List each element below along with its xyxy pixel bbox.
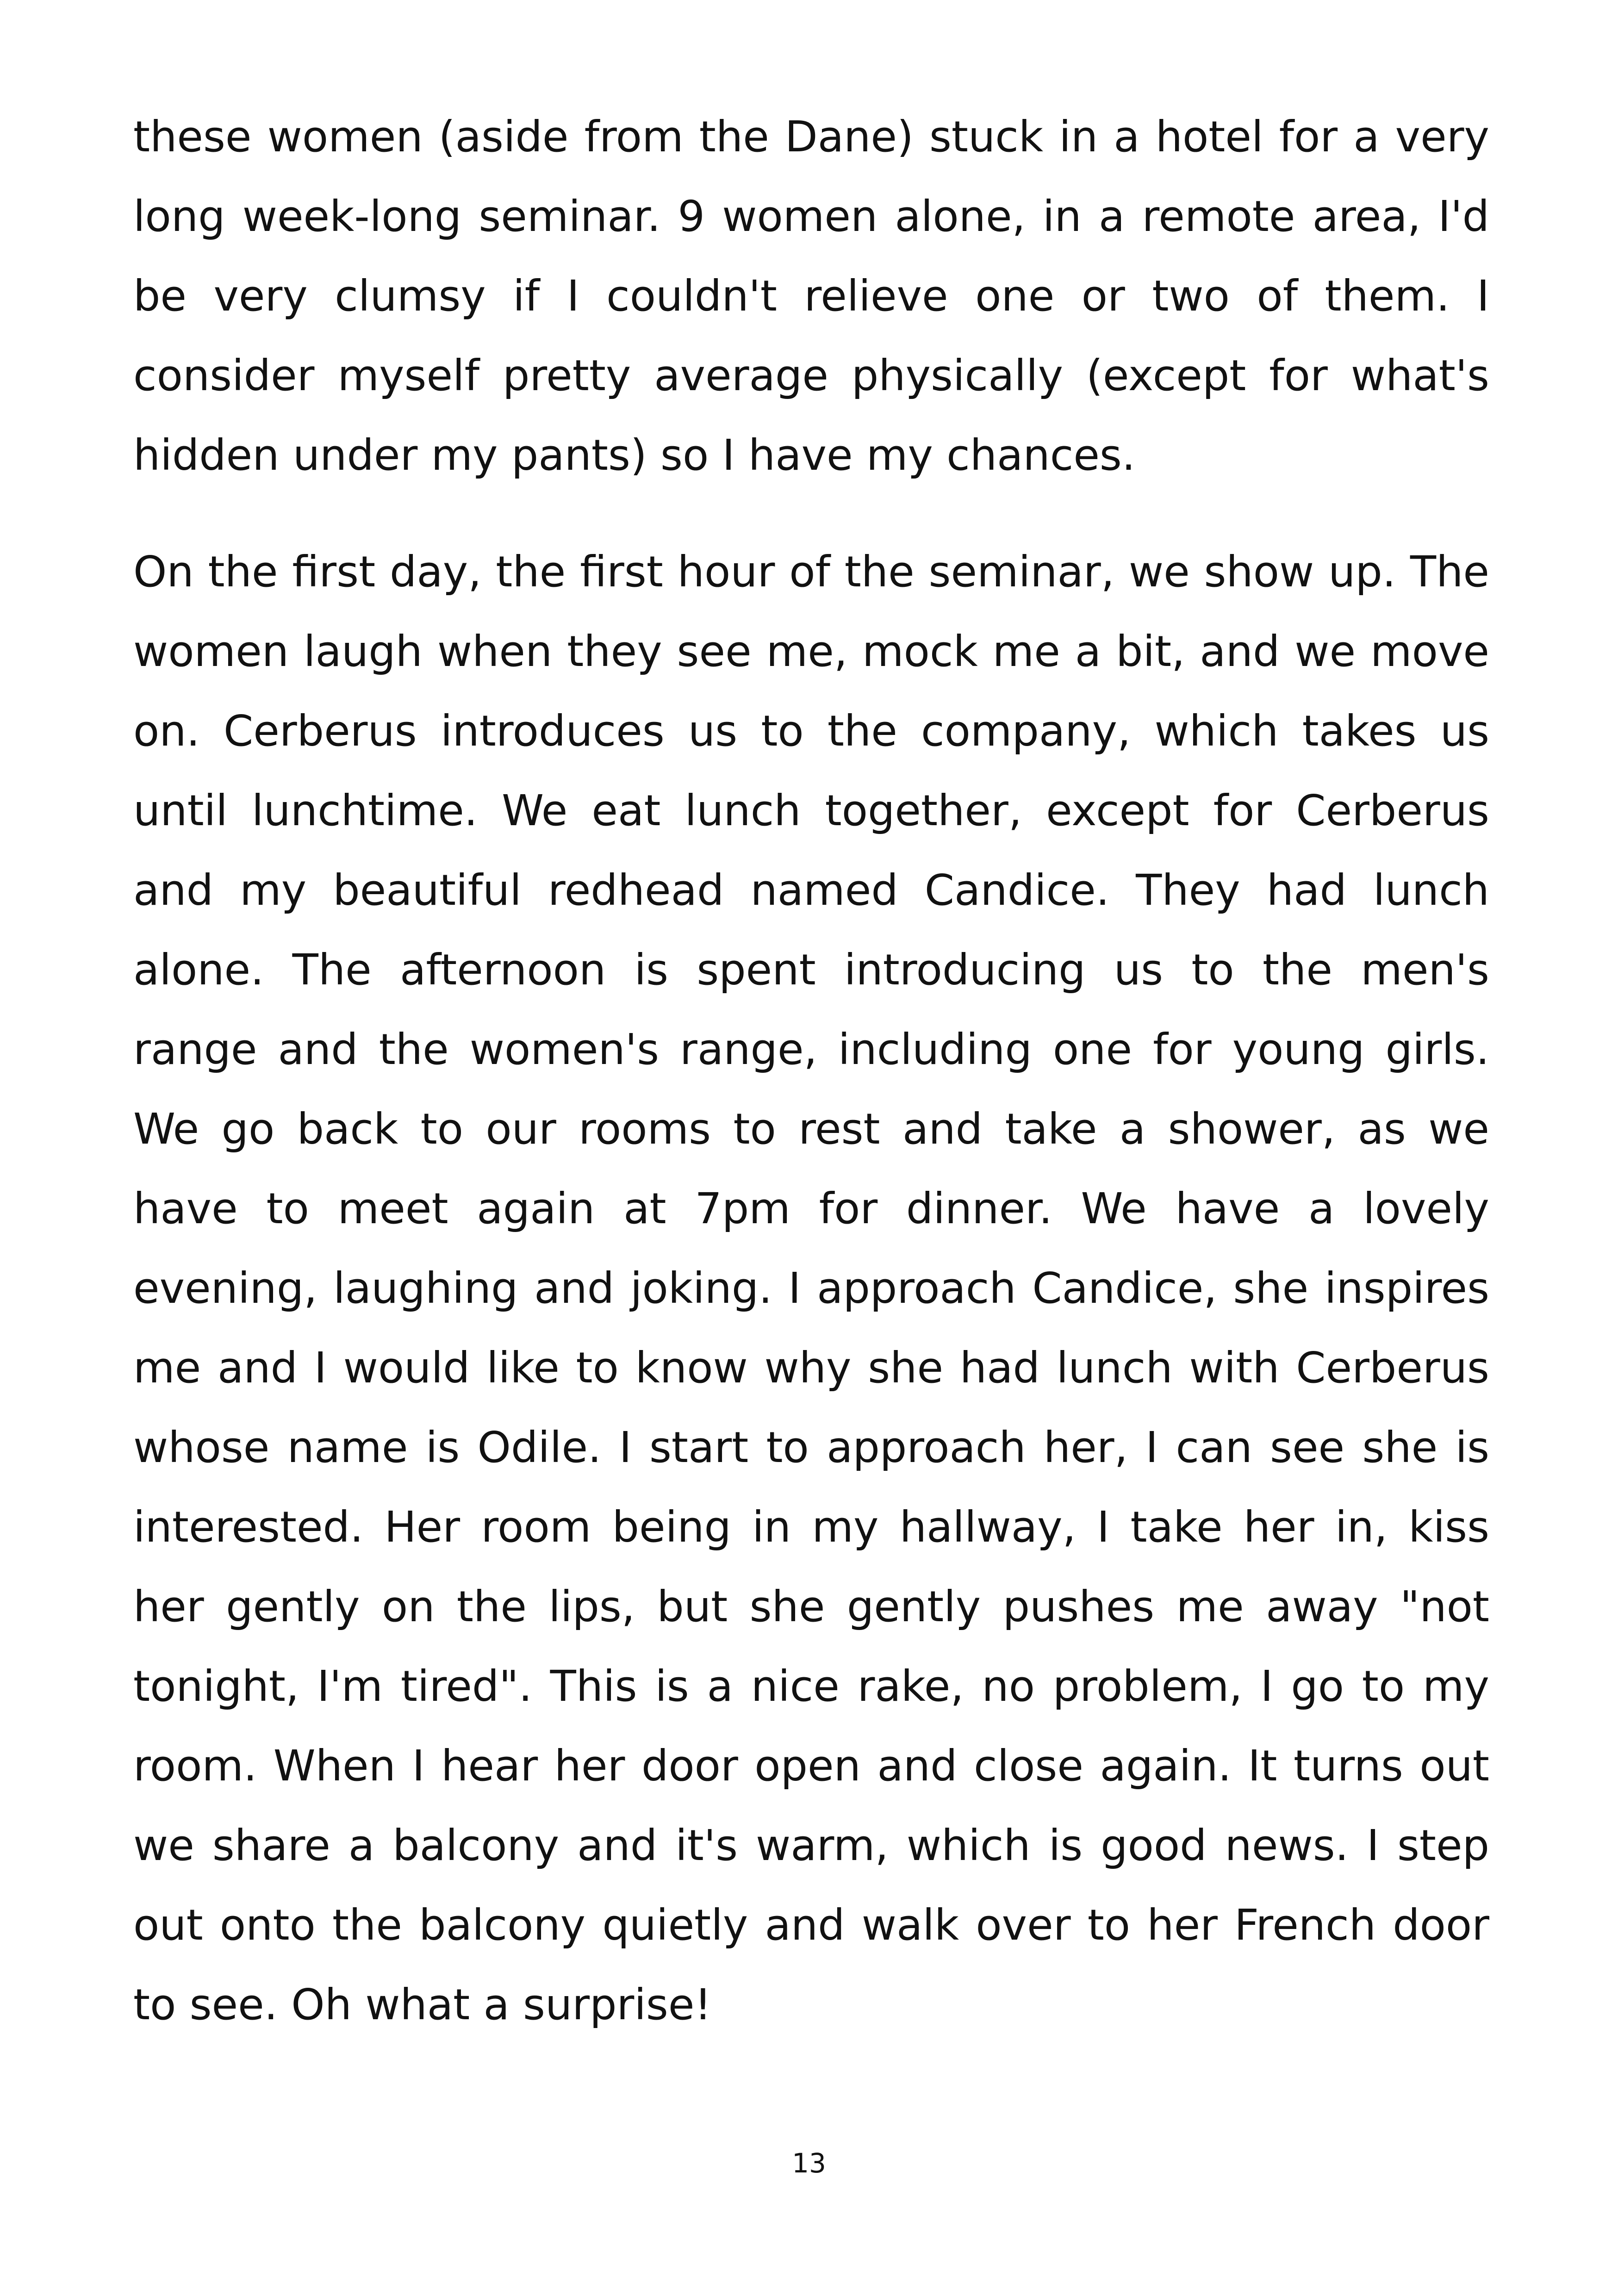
paragraph-2: On the first day, the first hour of the seminar, we show up. The women laugh when they see me, mock me a bit, and we move on. Cerberus introduces us to the company, which takes us until lunchtime. We eat lunch together, except for Cerberus and my beautiful redhead named Candice. They had lunch alone. The afternoon is spent introducing us to the men's range and the women's range, including one for young girls. We go back to our rooms to rest and take a shower, as we have to meet again at 7pm for dinner. We have a lovely evening, laughing and joking. I approach Candice, she inspires me and I would like to know why she had lunch with Cerberus whose name is Odile. I start to approach her, I can see she is interested. Her room being in my hallway, I take her in, kiss her gently on the lips, but she gently pushes me away "not tonight, I'm tired". This is a nice rake, no problem, I go to my room. When I hear her door open and close again. It turns out we share a balcony and it's warm, which is good news. I step out onto the balcony quietly and walk over to her French door to see. Oh what a surprise!: [133, 547, 1489, 2029]
page-number: 13: [792, 2147, 826, 2179]
body-text: [133, 97, 1489, 2082]
paragraph-1: these women (aside from the Dane) stuck in a hotel for a very long week-long seminar. 9 women alone, in a remote area, I'd be very clumsy if I couldn't relieve one or two of them. I consider myself pretty average physically (except for what's hidden under my pants) so I have my chances.: [133, 112, 1489, 480]
